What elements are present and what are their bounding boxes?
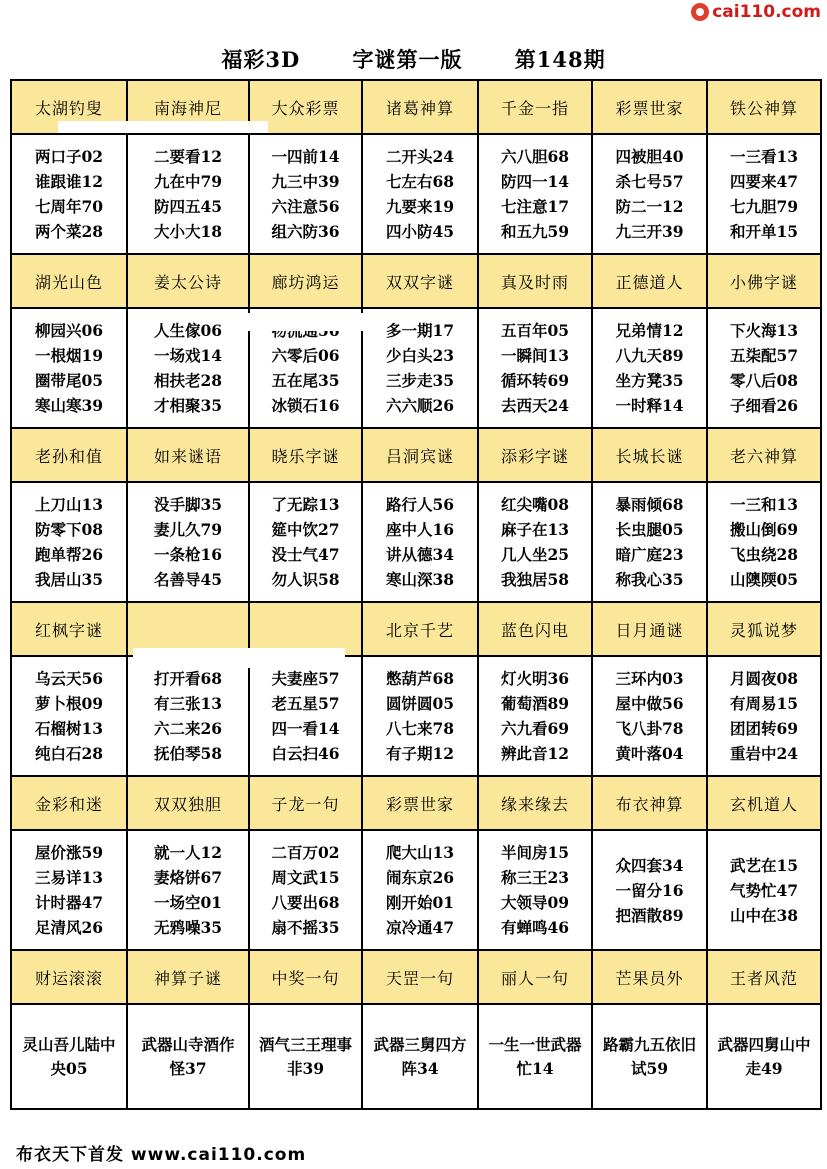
riddle-line: 足清风26 [34,918,104,937]
riddle-cell [478,134,592,254]
riddle-line: 九在中79 [153,172,223,191]
riddle-line: 防零下08 [34,520,104,539]
riddle-line: 一条枪16 [153,545,223,564]
riddle-line: 寒山寒39 [34,396,104,415]
riddle-line: 七左右68 [385,172,455,191]
riddle-line: 防二一12 [615,197,684,216]
riddle-cell [592,656,707,776]
riddle-line: 石榴树13 [34,719,104,738]
riddle-line: 飞八卦78 [615,719,684,738]
riddle-line: 八七来78 [385,719,455,738]
riddle-line: 相扶老28 [153,371,223,390]
riddle-line: 萝卜根09 [34,694,104,713]
riddle-line: 三环内03 [615,669,684,688]
riddle-cell [362,656,478,776]
header-row [11,254,821,308]
logo-text: cai110.com [712,2,821,22]
riddle-cell [249,830,362,950]
riddle-line: 路霸九五依旧试59 [602,1034,696,1078]
riddle-cell [592,482,707,602]
column-header: 千金一指 [478,80,592,134]
riddle-cell [362,134,478,254]
column-header: 长城长谜 [592,428,707,482]
content-row [11,656,821,776]
riddle-cell [707,656,821,776]
riddle-line: 九三开39 [615,222,684,241]
content-row [11,1004,821,1109]
riddle-line: 六零后06 [271,346,340,365]
riddle-line: 打开看68 [153,669,223,688]
column-header: 中奖一句 [249,950,362,1004]
riddle-cell [127,308,249,428]
riddle-line: 去西天24 [500,396,570,415]
riddle-cell [592,1004,707,1109]
column-header: 彩票世家 [592,80,707,134]
column-header: 王者风范 [707,950,821,1004]
riddle-line: 武器山寺酒作怪37 [141,1034,235,1078]
riddle-line: 路行人56 [385,495,455,514]
page-title [0,44,827,74]
content-row [11,308,821,428]
title-issue: 第148期 [514,47,606,72]
riddle-cell [127,656,249,776]
riddle-line: 三易详13 [34,868,104,887]
riddle-line: 了无踪13 [271,495,340,514]
riddle-line: 二百万02 [271,843,340,862]
logo-icon [691,3,709,21]
riddle-cell [478,308,592,428]
column-header: 芒果员外 [592,950,707,1004]
riddle-line: 众四套34 [615,855,684,875]
riddle-line: 六二来26 [153,719,223,738]
riddle-line: 谁跟谁12 [34,172,104,191]
riddle-line: 才相聚35 [153,396,223,415]
riddle-line: 坐方凳35 [615,371,684,390]
riddle-line: 暴雨倾68 [615,495,684,514]
riddle-line: 有三张13 [153,694,223,713]
riddle-line: 圈带尾05 [34,371,104,390]
riddle-line: 有蝉鸣46 [500,918,570,937]
riddle-cell [707,830,821,950]
riddle-line: 大小大18 [153,222,223,241]
riddle-line: 杀七号57 [615,172,684,191]
riddle-line: 九三中39 [271,172,340,191]
riddle-line: 没手脚35 [153,495,223,514]
column-header: 玄机道人 [707,776,821,830]
riddle-line: 屋价涨59 [34,843,104,862]
content-row [11,134,821,254]
riddle-line: 零八后08 [729,371,799,390]
column-header: 子龙一句 [249,776,362,830]
column-header: 小佛字谜 [707,254,821,308]
riddle-line: 扇不摇35 [271,918,340,937]
riddle-line: 武艺在15 [729,855,799,875]
riddle-line: 两口子02 [34,147,104,166]
riddle-line: 重岩中24 [729,744,799,763]
riddle-cell [707,134,821,254]
riddle-line: 柳园兴06 [34,321,104,340]
column-header: 晓乐字谜 [249,428,362,482]
riddle-line: 无鸦噪35 [153,918,223,937]
riddle-line: 闹东京26 [385,868,455,887]
riddle-line: 半间房15 [500,843,570,862]
column-header: 大众彩票 [249,80,362,134]
riddle-line: 讲从德34 [385,545,455,564]
riddle-line: 两个菜28 [34,222,104,241]
column-header: 正德道人 [592,254,707,308]
riddle-line: 人生傢06 [153,321,223,340]
riddle-line: 妻儿久79 [153,520,223,539]
column-header: 老六神算 [707,428,821,482]
riddle-line: 三步走35 [385,371,455,390]
riddle-line: 四要来47 [729,172,799,191]
riddle-line: 多一期17 [385,321,455,340]
riddle-cell [362,1004,478,1109]
riddle-line: 寒山深38 [385,570,455,589]
riddle-line: 称我心35 [615,570,684,589]
redaction-mask [133,648,345,668]
riddle-line: 长虫腿05 [615,520,684,539]
column-header: 南海神尼 [127,80,249,134]
riddle-line: 一三看13 [729,147,799,166]
header-row [11,776,821,830]
riddle-line: 红尖嘴08 [500,495,570,514]
riddle-line: 妻烙饼67 [153,868,223,887]
riddle-line: 葡萄酒89 [500,694,570,713]
header-row [11,428,821,482]
riddle-cell [127,482,249,602]
riddle-cell [707,482,821,602]
riddle-line: 名善导45 [153,570,223,589]
column-header: 布衣神算 [592,776,707,830]
riddle-line: 武器四舅山中走49 [717,1034,811,1078]
column-header: 老孙和值 [11,428,127,482]
riddle-line: 没士气47 [271,545,340,564]
column-header: 缘来缘去 [478,776,592,830]
riddle-line: 一场空01 [153,893,223,912]
riddle-line: 和开单15 [729,222,799,241]
riddle-cell [11,1004,127,1109]
riddle-cell [478,1004,592,1109]
riddle-line: 少白头23 [385,346,455,365]
riddle-line: 团团转69 [729,719,799,738]
riddle-line: 六注意56 [271,197,340,216]
riddle-cell [11,482,127,602]
riddle-cell [11,308,127,428]
riddle-cell [11,656,127,776]
riddle-line: 白云扫46 [271,744,340,763]
riddle-line: 我独居58 [500,570,570,589]
riddle-line: 计时器47 [34,893,104,912]
column-header: 双双独胆 [127,776,249,830]
riddle-line: 上刀山13 [34,495,104,514]
column-header: 神算子谜 [127,950,249,1004]
column-header: 红枫字谜 [11,602,127,656]
riddle-line: 圆饼圆05 [385,694,455,713]
riddle-cell [127,134,249,254]
riddle-cell [478,482,592,602]
riddle-cell [249,134,362,254]
riddle-line: 称三王23 [500,868,570,887]
riddle-cell [592,830,707,950]
riddle-line: 老五星57 [271,694,340,713]
riddle-line: 有周易15 [729,694,799,713]
riddle-line: 下火海13 [729,321,799,340]
riddle-line: 山隩陾05 [729,570,799,589]
riddle-line: 五柒配57 [729,346,799,365]
column-header: 太湖钓叟 [11,80,127,134]
riddle-cell [592,308,707,428]
riddle-cell [249,656,362,776]
riddle-line: 四小防45 [385,222,455,241]
riddle-line: 屋中做56 [615,694,684,713]
title-brand: 福彩3D [221,47,301,72]
riddle-cell [249,482,362,602]
riddle-line: 七九胆79 [729,197,799,216]
riddle-line: 七周年70 [34,197,104,216]
riddle-cell [127,830,249,950]
header-row [11,950,821,1004]
column-header: 蓝色闪电 [478,602,592,656]
riddle-line: 夫妻座57 [271,669,340,688]
riddle-line: 座中人16 [385,520,455,539]
riddle-line: 一场戏14 [153,346,223,365]
riddle-line: 抚伯琴58 [153,744,223,763]
riddle-line: 纯白石28 [34,744,104,763]
riddle-line: 五在尾35 [271,371,340,390]
riddle-line: 和五九59 [500,222,570,241]
riddle-line: 我居山35 [34,570,104,589]
column-header: 如来谜语 [127,428,249,482]
riddle-cell [11,134,127,254]
riddle-line: 大领导09 [500,893,570,912]
title-edition: 字谜第一版 [352,47,463,72]
riddle-line: 搬山倒69 [729,520,799,539]
column-header: 铁公神算 [707,80,821,134]
column-header: 日月通谜 [592,602,707,656]
riddle-cell [362,830,478,950]
riddle-line: 几人坐25 [500,545,570,564]
riddle-line: 刚开始01 [385,893,455,912]
column-header: 姜太公诗 [127,254,249,308]
riddle-line: 四被胆40 [615,147,684,166]
column-header: 廊坊鸿运 [249,254,362,308]
site-logo [691,2,821,22]
riddle-line: 勿人识58 [271,570,340,589]
riddle-cell [478,830,592,950]
riddle-line: 一三和13 [729,495,799,514]
riddle-line: 一根烟19 [34,346,104,365]
riddle-table [10,79,822,1110]
riddle-line: 兄弟情12 [615,321,684,340]
riddle-line: 麻子在13 [500,520,570,539]
riddle-cell [707,1004,821,1109]
column-header: 彩票世家 [362,776,478,830]
riddle-line: 灵山吾儿陆中央05 [22,1034,116,1078]
riddle-line: 气势忙47 [729,880,799,900]
riddle-line: 子细看26 [729,396,799,415]
riddle-line: 八要出68 [271,893,340,912]
riddle-line: 武器三舅四方阵34 [373,1034,467,1078]
column-header: 灵狐说梦 [707,602,821,656]
riddle-line: 爬大山13 [385,843,455,862]
content-row [11,830,821,950]
riddle-line: 就一人12 [153,843,223,862]
riddle-cell [127,1004,249,1109]
riddle-line: 暗广庭23 [615,545,684,564]
riddle-cell [592,134,707,254]
riddle-line: 组六防36 [271,222,340,241]
redaction-mask [58,121,268,133]
riddle-line: 一四前14 [271,147,340,166]
redaction-mask [248,313,368,331]
column-header: 财运滚滚 [11,950,127,1004]
riddle-line: 凉冷通47 [385,918,455,937]
riddle-line: 酒气三王理事非39 [258,1034,352,1078]
column-header: 丽人一句 [478,950,592,1004]
content-row [11,482,821,602]
riddle-cell [11,830,127,950]
riddle-line: 四一看14 [271,719,340,738]
riddle-line: 防四一14 [500,172,570,191]
riddle-line: 一瞬间13 [500,346,570,365]
column-header: 双双字谜 [362,254,478,308]
riddle-line: 周文武15 [271,868,340,887]
column-header: 诸葛神算 [362,80,478,134]
riddle-line: 辨此音12 [500,744,570,763]
riddle-line: 六八胆68 [500,147,570,166]
riddle-line: 冰锁石16 [271,396,340,415]
riddle-line: 黄叶落04 [615,744,684,763]
riddle-cell [478,656,592,776]
column-header: 吕洞宾谜 [362,428,478,482]
riddle-line: 六六顺26 [385,396,455,415]
riddle-line: 二要看12 [153,147,223,166]
riddle-cell [707,308,821,428]
riddle-line: 跑单帮26 [34,545,104,564]
riddle-line: 一生一世武器忙14 [488,1034,582,1078]
column-header: 真及时雨 [478,254,592,308]
riddle-line: 筵中饮27 [271,520,340,539]
riddle-line: 一时释14 [615,396,684,415]
riddle-line: 八九天89 [615,346,684,365]
riddle-line: 循环转69 [500,371,570,390]
riddle-line: 九要来19 [385,197,455,216]
riddle-line: 七注意17 [500,197,570,216]
riddle-line: 灯火明36 [500,669,570,688]
riddle-line: 防四五45 [153,197,223,216]
riddle-line: 憋葫芦68 [385,669,455,688]
column-header: 金彩和迷 [11,776,127,830]
column-header: 北京千艺 [362,602,478,656]
riddle-line: 山中在38 [729,905,799,925]
column-header: 添彩字谜 [478,428,592,482]
riddle-line: 二开头24 [385,147,455,166]
riddle-line: 一留分16 [615,880,684,900]
riddle-cell [362,482,478,602]
riddle-line: 飞虫绕28 [729,545,799,564]
riddle-line: 有子期12 [385,744,455,763]
riddle-line: 月圆夜08 [729,669,799,688]
column-header: 天罡一句 [362,950,478,1004]
riddle-cell [362,308,478,428]
riddle-line: 把酒散89 [615,905,684,925]
riddle-line: 乌云天56 [34,669,104,688]
footer-banner: 布衣天下首发 www.cai110.com [0,1142,360,1169]
riddle-line: 五百年05 [500,321,570,340]
column-header: 湖光山色 [11,254,127,308]
riddle-line: 六九看69 [500,719,570,738]
riddle-cell [249,1004,362,1109]
